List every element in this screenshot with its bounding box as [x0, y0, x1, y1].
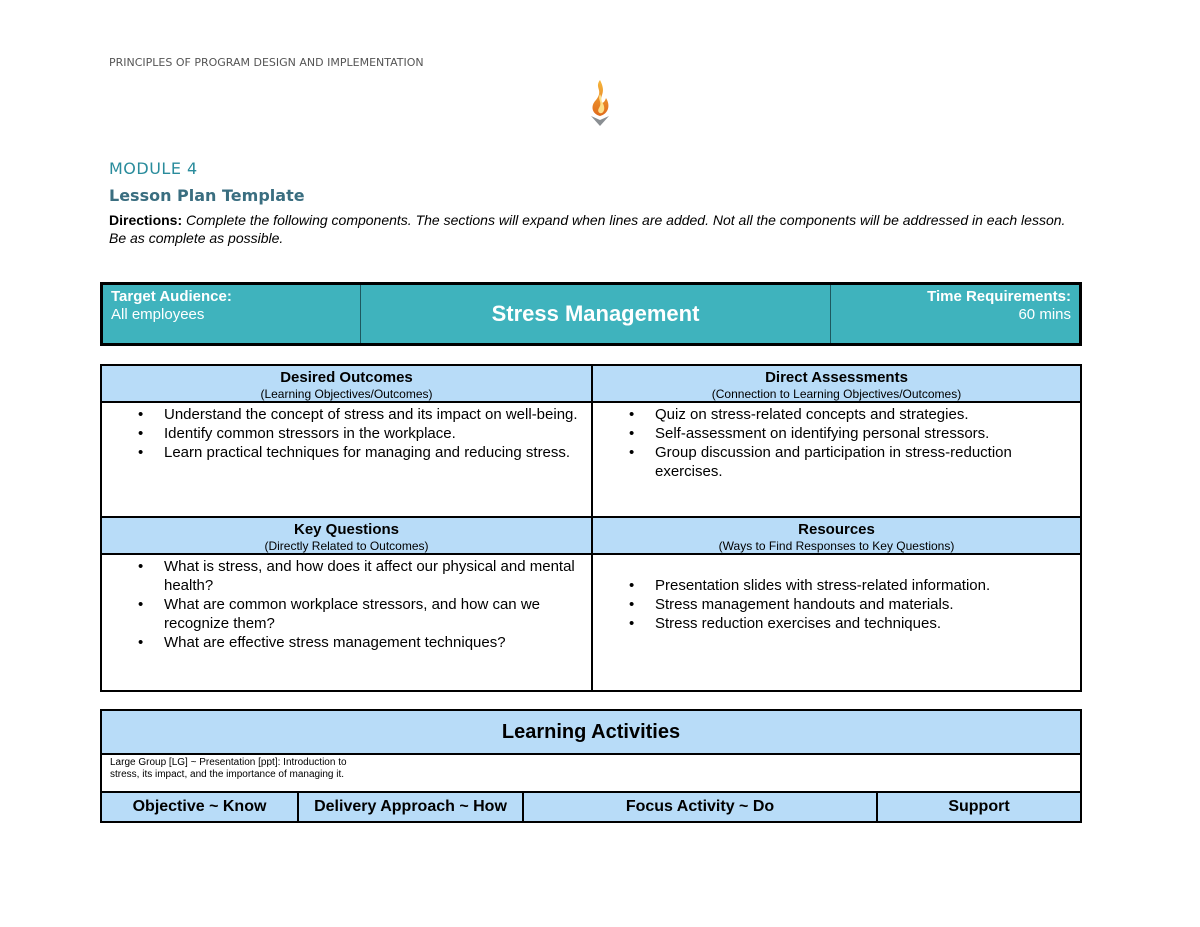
resources-list: [593, 555, 1080, 633]
grid-body-row: [102, 403, 1080, 518]
key-questions-header: [102, 518, 591, 553]
list-item: • Understand the concept of stress and its impact on well-being.: [102, 405, 591, 424]
column-focus-activity: Focus Activity ~ Do: [524, 793, 878, 821]
time-requirements-value: 60 mins: [1018, 306, 1071, 323]
direct-assessments-header: [591, 366, 1080, 401]
lesson-header-table: [100, 282, 1082, 346]
column-objective: Objective ~ Know: [102, 793, 299, 821]
desired-outcomes-subtitle: (Learning Objectives/Outcomes): [260, 387, 433, 401]
learning-activities-title: Learning Activities: [102, 711, 1080, 755]
list-item: • Stress management handouts and materials.: [593, 595, 1080, 614]
grid-body-row: [102, 555, 1080, 690]
column-delivery-approach: Delivery Approach ~ How: [299, 793, 524, 821]
desired-outcomes-list: [102, 403, 591, 462]
desired-outcomes-title: Desired Outcomes: [280, 369, 413, 386]
running-header: PRINCIPLES OF PROGRAM DESIGN AND IMPLEMENTATION: [109, 56, 424, 69]
resources-header: [591, 518, 1080, 553]
learning-activities-header-row: [102, 791, 1080, 821]
list-item: • Identify common stressors in the workplace.: [102, 424, 591, 443]
list-item: • Presentation slides with stress-related information.: [593, 576, 1080, 595]
key-questions-cell[interactable]: [102, 555, 591, 690]
direct-assessments-list: [593, 403, 1080, 481]
resources-cell[interactable]: [591, 555, 1080, 690]
time-requirements-label: Time Requirements:: [927, 288, 1071, 305]
list-item: • Group discussion and participation in stress-reduction exercises.: [593, 443, 1080, 481]
target-audience-cell[interactable]: [103, 285, 361, 343]
direct-assessments-title: Direct Assessments: [765, 369, 908, 386]
directions: [109, 211, 1079, 247]
desired-outcomes-header: [102, 366, 591, 401]
learning-activities-note[interactable]: Large Group [LG] ~ Presentation [ppt]: Introduction to stress, its impact, and the importance of managing it.: [110, 757, 347, 780]
target-audience-label: Target Audience:: [111, 288, 232, 305]
lesson-title: Lesson Plan Template: [109, 186, 305, 205]
directions-text: Complete the following components. The sections will expand when lines are added. Not all the components will be addressed in each lesson. Be as complete as possible.: [109, 212, 1066, 246]
grid-header-row: [102, 366, 1080, 403]
list-item: • Learn practical techniques for managing and reducing stress.: [102, 443, 591, 462]
list-item: • What is stress, and how does it affect our physical and mental health?: [102, 557, 591, 595]
lesson-topic: Stress Management: [491, 301, 700, 326]
time-requirements-cell[interactable]: [831, 285, 1079, 343]
grid-header-row: [102, 518, 1080, 555]
resources-title: Resources: [798, 521, 875, 538]
flame-logo-icon: [584, 78, 616, 128]
resources-subtitle: (Ways to Find Responses to Key Questions): [718, 539, 955, 553]
key-questions-title: Key Questions: [293, 521, 400, 538]
direct-assessments-cell[interactable]: [591, 403, 1080, 516]
directions-label: Directions:: [109, 212, 183, 228]
target-audience-value: All employees: [111, 306, 205, 323]
outcomes-grid: [100, 364, 1082, 692]
module-label: MODULE 4: [109, 159, 198, 178]
list-item: • Stress reduction exercises and techniques.: [593, 614, 1080, 633]
topic-cell[interactable]: [361, 285, 831, 343]
column-support: Support: [948, 798, 1010, 815]
list-item: • Self-assessment on identifying personal stressors.: [593, 424, 1080, 443]
key-questions-list: [102, 555, 591, 652]
desired-outcomes-cell[interactable]: [102, 403, 591, 516]
list-item: • What are common workplace stressors, and how can we recognize them?: [102, 595, 591, 633]
learning-activities-table: [100, 709, 1082, 823]
key-questions-subtitle: (Directly Related to Outcomes): [264, 539, 429, 553]
list-item: • Quiz on stress-related concepts and strategies.: [593, 405, 1080, 424]
direct-assessments-subtitle: (Connection to Learning Objectives/Outcomes): [711, 387, 962, 401]
list-item: • What are effective stress management techniques?: [102, 633, 591, 652]
